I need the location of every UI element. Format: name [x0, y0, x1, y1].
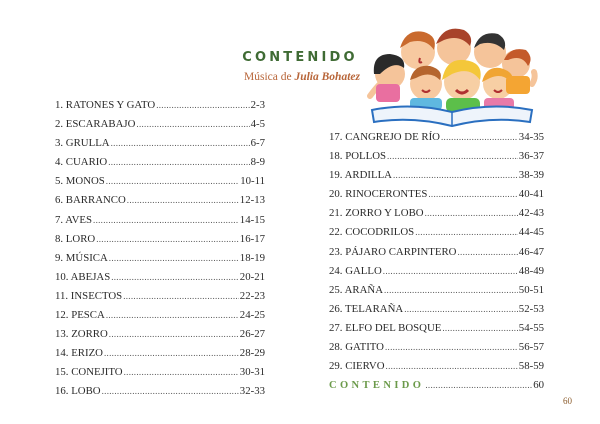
toc-entry[interactable] [55, 363, 265, 382]
toc-entry-label: 9. MÚSICA [55, 251, 108, 264]
toc-entry-label: 26. TELARAÑA [329, 302, 404, 315]
leader-dots [428, 185, 517, 204]
leader-dots [102, 382, 239, 401]
toc-entry[interactable] [55, 268, 265, 287]
toc-entry[interactable] [55, 115, 265, 134]
toc-entry[interactable] [55, 153, 265, 172]
toc-entry-pages: 26-27 [239, 328, 265, 341]
toc-entry-pages: 6-7 [250, 137, 265, 150]
toc-right-column [329, 128, 544, 395]
toc-entry-pages: 8-9 [250, 156, 265, 169]
toc-entry-label: 21. ZORRO Y LOBO [329, 207, 424, 220]
toc-left-column [55, 96, 265, 402]
toc-entry-pages: 32-33 [239, 385, 265, 398]
toc-entry[interactable] [329, 166, 544, 185]
toc-entry-label: 11. INSECTOS [55, 289, 123, 302]
toc-entry-pages: 60 [533, 379, 544, 392]
leader-dots [124, 363, 239, 382]
leader-dots [109, 325, 239, 344]
leader-dots [385, 338, 518, 357]
toc-entry[interactable] [55, 306, 265, 325]
toc-entry-label: 12. PESCA [55, 309, 105, 322]
leader-dots [108, 153, 249, 172]
toc-entry[interactable] [329, 338, 544, 357]
leader-dots [386, 357, 518, 376]
toc-entry-label: 5. MONOS [55, 175, 105, 188]
toc-entry[interactable] [329, 223, 544, 242]
toc-entry[interactable] [329, 128, 544, 147]
toc-entry-pages: 10-11 [240, 175, 265, 188]
toc-entry-pages: 56-57 [518, 341, 544, 354]
leader-dots [425, 376, 532, 395]
page-title: CONTENIDO [242, 50, 358, 65]
toc-entry-label: 29. CIERVO [329, 360, 385, 373]
toc-entry-label: 17. CANGREJO DE RÍO [329, 131, 440, 143]
leader-dots [106, 306, 239, 325]
toc-entry-label: 4. CUARIO [55, 156, 108, 169]
toc-entry[interactable] [55, 191, 265, 210]
toc-entry-label: 18. POLLOS [329, 150, 386, 163]
toc-entry[interactable] [329, 281, 544, 300]
toc-entry[interactable] [55, 230, 265, 249]
toc-entry-pages: 34-35 [518, 131, 544, 143]
subtitle-prefix: Música de [244, 71, 295, 83]
toc-entry-label: 6. BARRANCO [55, 194, 126, 207]
toc-entry[interactable] [55, 96, 265, 115]
page-number: 60 [563, 396, 572, 406]
toc-entry[interactable] [329, 319, 544, 338]
toc-entry[interactable] [55, 211, 265, 230]
toc-entry[interactable] [55, 287, 265, 306]
toc-entry[interactable] [55, 325, 265, 344]
toc-entry-label: 7. AVES [55, 213, 93, 226]
toc-entry-label: 8. LORO [55, 232, 96, 245]
toc-entry-pages: 46-47 [518, 245, 544, 258]
toc-entry-pages: 2-3 [250, 99, 265, 111]
toc-entry-pages: 52-53 [518, 302, 544, 315]
leader-dots [457, 243, 517, 262]
toc-entry-pages: 48-49 [518, 264, 544, 277]
leader-dots [415, 223, 518, 242]
toc-entry[interactable] [329, 357, 544, 376]
toc-entry-label: 15. CONEJITO [55, 366, 123, 379]
toc-entry-pages: 4-5 [250, 118, 265, 131]
toc-entry-pages: 44-45 [518, 226, 544, 239]
toc-entry-pages: 20-21 [239, 270, 265, 283]
toc-entry-pages: 24-25 [239, 309, 265, 322]
toc-entry-label: 13. ZORRO [55, 328, 108, 341]
leader-dots [387, 147, 518, 166]
toc-entry-label: 3. GRULLA [55, 137, 110, 150]
toc-entry-pages: 12-13 [239, 194, 265, 207]
toc-entry[interactable] [55, 172, 265, 191]
leader-dots [104, 344, 239, 363]
toc-entry-pages: 30-31 [239, 366, 265, 379]
subtitle-author: Julia Bohatez [294, 71, 360, 83]
toc-entry-pages: 36-37 [518, 150, 544, 163]
toc-entry-pages: 58-59 [518, 360, 544, 373]
leader-dots [156, 96, 249, 115]
toc-entry-label: 2. ESCARABAJO [55, 118, 136, 131]
toc-entry-label: 28. GATITO [329, 341, 384, 354]
toc-entry-label: 20. RINOCERONTES [329, 188, 428, 201]
toc-entry-pages: 16-17 [239, 232, 265, 245]
page-subtitle [232, 71, 372, 83]
leader-dots [111, 268, 239, 287]
leader-dots [127, 191, 239, 210]
leader-dots [404, 300, 518, 319]
leader-dots [111, 134, 250, 153]
toc-entry[interactable] [329, 262, 544, 281]
leader-dots [106, 172, 239, 191]
leader-dots [93, 211, 239, 230]
toc-entry-label: 22. COCODRILOS [329, 226, 415, 239]
toc-entry-label: 25. ARAÑA [329, 283, 383, 296]
toc-entry-label: 16. LOBO [55, 385, 101, 398]
children-reading-book-illustration [366, 18, 538, 128]
toc-entry[interactable] [329, 204, 544, 223]
toc-entry-label: 19. ARDILLA [329, 169, 392, 182]
toc-entry[interactable] [55, 249, 265, 268]
toc-entry-label: 10. ABEJAS [55, 270, 111, 283]
toc-entry[interactable] [55, 134, 265, 153]
toc-entry[interactable] [329, 243, 544, 262]
leader-dots [383, 262, 518, 281]
toc-entry-label: 1. RATONES Y GATO [55, 99, 156, 111]
toc-entry-pages: 40-41 [518, 188, 544, 201]
leader-dots [123, 287, 239, 306]
toc-entry-pages: 54-55 [518, 321, 544, 334]
toc-entry-label: 14. ERIZO [55, 347, 103, 360]
toc-entry-pages: 22-23 [239, 289, 265, 302]
toc-entry[interactable] [329, 147, 544, 166]
leader-dots [96, 230, 239, 249]
toc-entry-label: 27. ELFO DEL BOSQUE [329, 321, 442, 334]
toc-entry[interactable] [329, 185, 544, 204]
toc-entry-pages: 14-15 [239, 213, 265, 226]
toc-entry-pages: 28-29 [239, 347, 265, 360]
toc-entry-label: 23. PÁJARO CARPINTERO [329, 245, 457, 258]
leader-dots [136, 115, 249, 134]
toc-entry[interactable] [329, 300, 544, 319]
leader-dots [425, 204, 518, 223]
leader-dots [442, 319, 517, 338]
leader-dots [109, 249, 239, 268]
leader-dots [393, 166, 518, 185]
toc-entry[interactable] [55, 382, 265, 401]
toc-entry-pages: 42-43 [518, 207, 544, 220]
toc-entry-pages: 18-19 [239, 251, 265, 264]
toc-entry-pages: 50-51 [518, 283, 544, 296]
toc-entry-label: 24. GALLO [329, 264, 382, 277]
toc-entry[interactable] [55, 344, 265, 363]
toc-entry-label: CONTENIDO [329, 380, 425, 392]
toc-entry-pages: 38-39 [518, 169, 544, 182]
leader-dots [441, 128, 518, 147]
leader-dots [384, 281, 518, 300]
toc-entry-contenido[interactable] [329, 376, 544, 395]
